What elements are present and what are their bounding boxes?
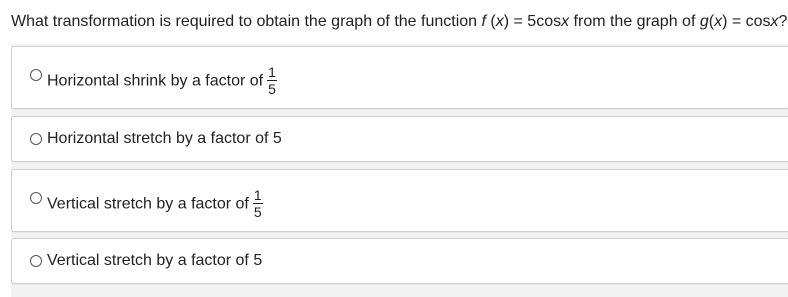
radio-button-1[interactable]: [30, 69, 42, 81]
radio-button-3[interactable]: [30, 192, 42, 204]
answer-text-3: Vertical stretch by a factor of: [47, 195, 249, 213]
question-prefix: What transformation is required to obtain the graph of the function: [11, 13, 482, 30]
fraction-numerator-1: 1: [268, 64, 276, 80]
answer-option-2[interactable]: [11, 116, 788, 162]
g-cos-variable: x: [770, 13, 779, 30]
answer-options: [11, 44, 788, 297]
g-open: (: [708, 13, 715, 30]
answer-option-1[interactable]: [11, 46, 788, 109]
answer-text-1: Horizontal shrink by a factor of: [47, 72, 264, 90]
fraction-1: [267, 64, 277, 97]
fraction-numerator-3: 1: [253, 187, 262, 203]
f-open: (: [485, 13, 496, 30]
question-text: [11, 10, 787, 34]
f-function-name: f: [481, 13, 486, 30]
f-variable: x: [495, 13, 504, 30]
question-middle: from the graph of: [569, 13, 700, 30]
fraction-denominator-3: 5: [253, 204, 262, 220]
answer-option-3[interactable]: [11, 169, 788, 232]
g-variable: x: [714, 13, 723, 30]
f-close: ) = 5cos: [503, 13, 562, 30]
question-suffix: ?: [778, 13, 788, 30]
g-close: ) = cos: [722, 13, 771, 30]
answer-label-1: [47, 65, 277, 98]
answer-label-3: [47, 188, 263, 221]
radio-button-2[interactable]: [30, 133, 42, 145]
fraction-3: [253, 187, 263, 220]
g-function-name: g: [699, 13, 709, 30]
answer-option-4[interactable]: [11, 238, 788, 284]
fraction-denominator-1: 5: [268, 81, 276, 97]
answer-label-2: Horizontal stretch by a factor of 5: [47, 130, 282, 147]
answer-label-4: Vertical stretch by a factor of 5: [47, 252, 263, 269]
f-cos-variable: x: [561, 13, 570, 30]
radio-button-4[interactable]: [30, 255, 42, 267]
